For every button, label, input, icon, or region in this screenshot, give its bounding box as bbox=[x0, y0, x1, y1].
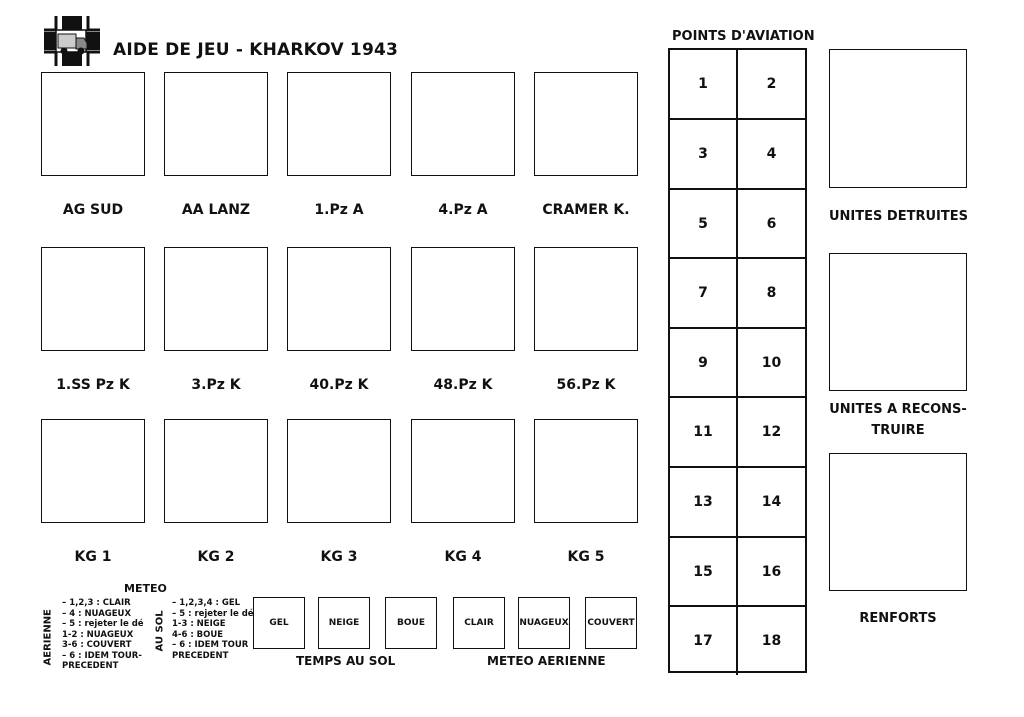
legend-line: – 5 : rejeter le dé bbox=[172, 608, 254, 619]
unit-label: 4.Pz A bbox=[438, 202, 488, 218]
legend-line: – 6 : IDEM TOUR bbox=[172, 640, 249, 650]
unit-box[interactable] bbox=[534, 72, 638, 176]
aviation-point-cell[interactable]: 2 bbox=[738, 50, 805, 120]
unit-box[interactable] bbox=[41, 247, 145, 351]
unit-label: KG 1 bbox=[74, 549, 112, 565]
unit-label: 56.Pz K bbox=[556, 377, 616, 393]
aviation-point-cell[interactable]: 3 bbox=[670, 120, 738, 190]
reinforcements-label: RENFORTS bbox=[859, 611, 937, 626]
aviation-point-cell[interactable]: 5 bbox=[670, 190, 738, 259]
unit-label: 48.Pz K bbox=[433, 377, 493, 393]
unit-label: KG 4 bbox=[444, 549, 482, 565]
weather-state-box[interactable]: BOUE bbox=[385, 597, 437, 649]
unit-box[interactable] bbox=[287, 419, 391, 523]
rebuild-units-box[interactable] bbox=[829, 253, 967, 391]
unit-box[interactable] bbox=[41, 419, 145, 523]
destroyed-units-label: UNITES DETRUITES bbox=[829, 209, 968, 224]
aviation-point-cell[interactable]: 13 bbox=[670, 468, 738, 538]
aviation-point-cell[interactable]: 9 bbox=[670, 329, 738, 398]
legend-line: 4-6 : BOUE bbox=[172, 629, 224, 640]
unit-box[interactable] bbox=[287, 247, 391, 351]
unit-box[interactable] bbox=[534, 419, 638, 523]
aviation-point-cell[interactable]: 1 bbox=[670, 50, 738, 120]
aviation-point-cell[interactable]: 16 bbox=[738, 538, 805, 607]
ground-weather-table bbox=[172, 598, 254, 661]
legend-line: – 1,2,3 : CLAIR bbox=[62, 598, 131, 608]
unit-box[interactable] bbox=[411, 419, 515, 523]
unit-box[interactable] bbox=[164, 72, 268, 176]
air-weather-label: METEO AERIENNE bbox=[487, 654, 606, 668]
unit-label: KG 2 bbox=[197, 549, 235, 565]
rebuild-units-label-line1: UNITES A RECONS- bbox=[829, 402, 967, 417]
weather-state-box[interactable]: NUAGEUX bbox=[518, 597, 570, 649]
unit-box[interactable] bbox=[287, 72, 391, 176]
legend-line: PRECEDENT bbox=[172, 650, 229, 661]
legend-line: – 4 : NUAGEUX bbox=[62, 608, 132, 619]
cross-truck-logo-icon bbox=[42, 14, 102, 68]
aviation-point-cell[interactable]: 7 bbox=[670, 259, 738, 329]
legend-line: 1-3 : NEIGE bbox=[172, 619, 226, 629]
reinforcements-box[interactable] bbox=[829, 453, 967, 591]
legend-line: 3-6 : COUVERT bbox=[62, 640, 132, 650]
aviation-point-cell[interactable]: 4 bbox=[738, 120, 805, 190]
destroyed-units-box[interactable] bbox=[829, 49, 967, 188]
ground-vertical-label: AU SOL bbox=[154, 610, 166, 652]
unit-label: KG 5 bbox=[567, 549, 605, 565]
legend-line: – 6 : IDEM TOUR- bbox=[62, 650, 142, 661]
aviation-point-cell[interactable]: 12 bbox=[738, 398, 805, 468]
aviation-point-cell[interactable]: 14 bbox=[738, 468, 805, 538]
unit-box[interactable] bbox=[411, 247, 515, 351]
aviation-point-cell[interactable]: 6 bbox=[738, 190, 805, 259]
unit-label: AG SUD bbox=[62, 202, 124, 218]
aviation-points-grid bbox=[668, 48, 807, 673]
legend-line: PRECEDENT bbox=[62, 661, 119, 671]
air-vertical-label: AERIENNE bbox=[42, 609, 54, 666]
aviation-title: POINTS D'AVIATION bbox=[672, 29, 815, 44]
unit-label: CRAMER K. bbox=[542, 202, 630, 218]
legend-line: – 5 : rejeter le dé bbox=[62, 619, 144, 629]
weather-state-box[interactable]: GEL bbox=[253, 597, 305, 649]
legend-line: 1-2 : NUAGEUX bbox=[62, 629, 134, 640]
unit-box[interactable] bbox=[41, 72, 145, 176]
meteo-title: METEO bbox=[124, 582, 167, 595]
weather-state-box[interactable]: CLAIR bbox=[453, 597, 505, 649]
air-weather-table bbox=[62, 598, 144, 672]
page-title: AIDE DE JEU - KHARKOV 1943 bbox=[113, 40, 399, 60]
aviation-point-cell[interactable]: 15 bbox=[670, 538, 738, 607]
aviation-point-cell[interactable]: 11 bbox=[670, 398, 738, 468]
weather-state-box[interactable]: NEIGE bbox=[318, 597, 370, 649]
aviation-point-cell[interactable]: 8 bbox=[738, 259, 805, 329]
aviation-point-cell[interactable]: 10 bbox=[738, 329, 805, 398]
unit-label: 1.SS Pz K bbox=[56, 377, 130, 393]
aviation-point-cell[interactable]: 17 bbox=[670, 607, 738, 675]
unit-box[interactable] bbox=[411, 72, 515, 176]
unit-box[interactable] bbox=[534, 247, 638, 351]
unit-label: 40.Pz K bbox=[309, 377, 369, 393]
unit-label: 1.Pz A bbox=[314, 202, 364, 218]
unit-label: 3.Pz K bbox=[191, 377, 241, 393]
weather-state-box[interactable]: COUVERT bbox=[585, 597, 637, 649]
unit-label: AA LANZ bbox=[181, 202, 251, 218]
unit-label: KG 3 bbox=[320, 549, 358, 565]
rebuild-units-label-line2: TRUIRE bbox=[871, 423, 925, 438]
unit-box[interactable] bbox=[164, 419, 268, 523]
ground-weather-label: TEMPS AU SOL bbox=[296, 654, 396, 668]
unit-box[interactable] bbox=[164, 247, 268, 351]
legend-line: – 1,2,3,4 : GEL bbox=[172, 598, 241, 608]
aviation-point-cell[interactable]: 18 bbox=[761, 633, 782, 649]
